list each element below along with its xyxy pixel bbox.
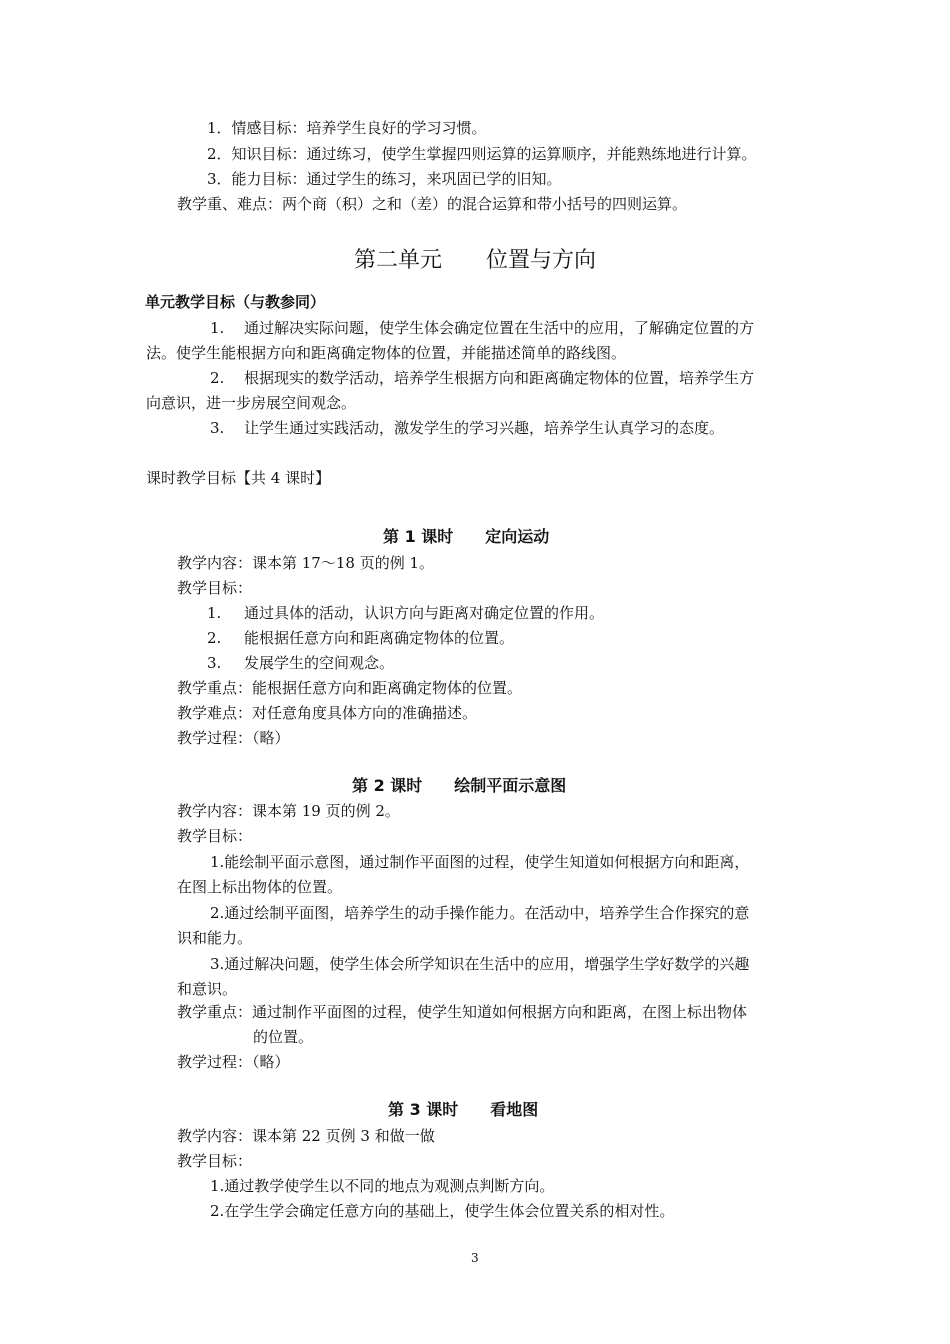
lesson-3-goal: 2.在学生学会确定任意方向的基础上，使学生体会位置关系的相对性。 <box>210 1202 675 1220</box>
lesson-1-title: 第 1 课时 定向运动 <box>383 527 550 546</box>
goal-line: 2．知识目标：通过练习，使学生掌握四则运算的运算顺序，并能熟练地进行计算。 <box>207 145 757 163</box>
lesson-2-goal: 2.通过绘制平面图，培养学生的动手操作能力。在活动中，培养学生合作探究的意 <box>210 904 750 922</box>
unit-title: 第二单元 位置与方向 <box>354 248 597 273</box>
lesson-1-process: 教学过程：（略） <box>177 729 290 747</box>
lesson-1-goal: 通过具体的活动，认识方向与距离对确定位置的作用。 <box>244 604 605 622</box>
unit-goal-number: 3. <box>210 419 225 437</box>
lesson-2-goal: 1.能绘制平面示意图，通过制作平面图的过程，使学生知道如何根据方向和距离， <box>210 853 750 871</box>
lesson-1-goal-number: 3. <box>207 654 222 672</box>
key-difficulty-line: 教学重、难点：两个商（积）之和（差）的混合运算和带小括号的四则运算。 <box>177 195 688 213</box>
lesson-goals-heading: 课时教学目标【共 4 课时】 <box>146 469 331 487</box>
unit-goals-heading: 单元教学目标（与教参同） <box>145 293 326 311</box>
unit-goal-number: 1. <box>210 319 225 337</box>
unit-goal-text: 让学生通过实践活动，激发学生的学习兴趣，培养学生认真学习的态度。 <box>244 419 725 437</box>
lesson-3-content: 教学内容：课本第 22 页例 3 和做一做 <box>177 1127 435 1145</box>
page-number: 3 <box>471 1251 479 1265</box>
unit-goal-text-cont: 法。使学生能根据方向和距离确定物体的位置，并能描述简单的路线图。 <box>146 344 627 362</box>
lesson-1-goals-label: 教学目标： <box>177 579 253 597</box>
lesson-2-goals-label: 教学目标： <box>177 827 253 845</box>
lesson-2-goal-cont: 和意识。 <box>177 980 238 998</box>
lesson-2-process: 教学过程：（略） <box>177 1053 290 1071</box>
lesson-2-goal-cont: 识和能力。 <box>177 929 253 947</box>
lesson-2-title: 第 2 课时 绘制平面示意图 <box>352 776 567 795</box>
unit-goal-number: 2. <box>210 369 225 387</box>
lesson-2-content: 教学内容：课本第 19 页的例 2。 <box>177 802 400 820</box>
lesson-2-key-cont: 的位置。 <box>253 1028 314 1046</box>
lesson-2-goal-cont: 在图上标出物体的位置。 <box>177 878 343 896</box>
lesson-1-goal: 发展学生的空间观念。 <box>244 654 395 672</box>
lesson-1-key: 教学重点：能根据任意方向和距离确定物体的位置。 <box>177 679 523 697</box>
lesson-1-goal-number: 1. <box>207 604 222 622</box>
lesson-2-goal: 3.通过解决问题，使学生体会所学知识在生活中的应用，增强学生学好数学的兴趣 <box>210 955 750 973</box>
lesson-3-goal: 1.通过教学使学生以不同的地点为观测点判断方向。 <box>210 1177 555 1195</box>
unit-goal-text: 通过解决实际问题，使学生体会确定位置在生活中的应用，了解确定位置的方 <box>244 319 755 337</box>
goal-line: 3．能力目标：通过学生的练习，来巩固已学的旧知。 <box>207 170 562 188</box>
lesson-1-goal: 能根据任意方向和距离确定物体的位置。 <box>244 629 515 647</box>
lesson-1-difficulty: 教学难点：对任意角度具体方向的准确描述。 <box>177 704 478 722</box>
goal-line: 1．情感目标：培养学生良好的学习习惯。 <box>207 119 487 137</box>
unit-goal-text-cont: 向意识，进一步房展空间观念。 <box>146 394 357 412</box>
lesson-3-goals-label: 教学目标： <box>177 1152 253 1170</box>
lesson-1-goal-number: 2. <box>207 629 222 647</box>
lesson-3-title: 第 3 课时 看地图 <box>388 1100 539 1119</box>
lesson-1-content: 教学内容：课本第 17～18 页的例 1。 <box>177 554 435 572</box>
unit-goal-text: 根据现实的数学活动，培养学生根据方向和距离确定物体的位置，培养学生方 <box>244 369 755 387</box>
lesson-2-key: 教学重点：通过制作平面图的过程，使学生知道如何根据方向和距离，在图上标出物体 <box>177 1003 748 1021</box>
